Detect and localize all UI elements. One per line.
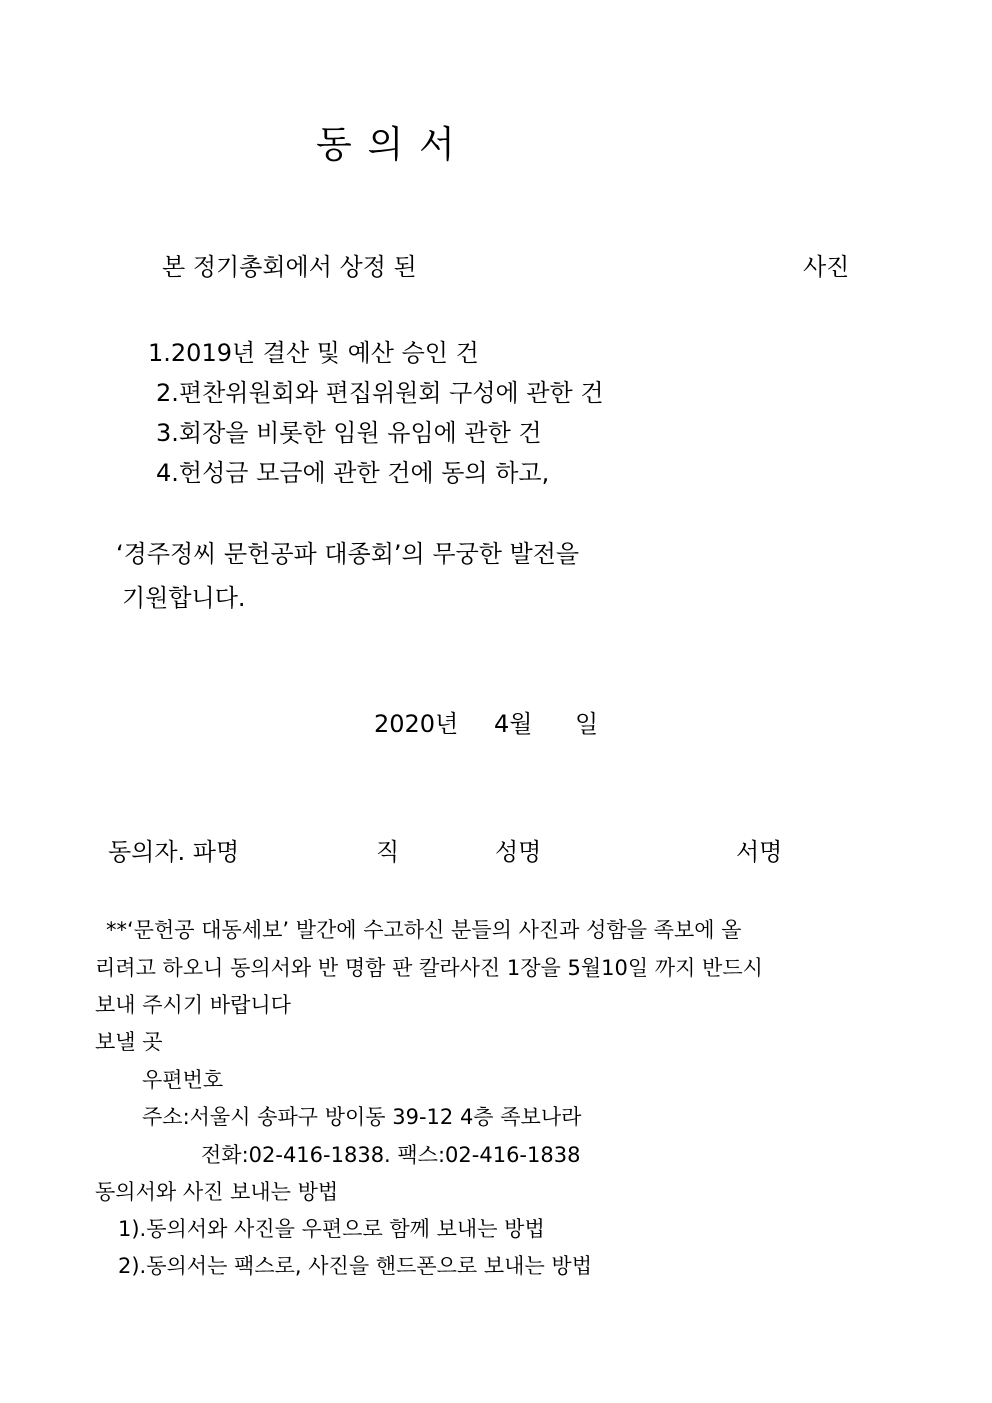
document-title: 동 의 서: [316, 123, 457, 166]
signature-consenter-label: 동의자. 파명: [108, 838, 240, 866]
send-to-phone: 전화:02-416-1838. 팩스:02-416-1838: [201, 1143, 581, 1167]
agenda-item-1: 1.2019년 결산 및 예산 승인 건: [148, 339, 479, 367]
send-to-heading: 보낼 곳: [95, 1030, 163, 1054]
agenda-item-3: 3.회장을 비롯한 임원 유임에 관한 건: [156, 419, 542, 447]
signature-name-label: 성명: [495, 838, 542, 866]
send-to-address: 주소:서울시 송파구 방이동 39-12 4층 족보나라: [142, 1105, 582, 1129]
signature-position-label: 직: [376, 838, 400, 866]
method-item-2: 2).동의서는 팩스로, 사진을 핸드폰으로 보내는 방법: [118, 1254, 592, 1278]
notice-line-1: **‘문헌공 대동세보’ 발간에 수고하신 분들의 사진과 성함을 족보에 올: [106, 918, 742, 942]
date-month: 4월: [494, 710, 533, 738]
notice-line-2: 리려고 하오니 동의서와 반 명함 판 칼라사진 1장을 5월10일 까지 반드시: [95, 956, 763, 980]
agenda-item-4: 4.헌성금 모금에 관한 건에 동의 하고,: [156, 459, 550, 487]
signature-sign-label: 서명: [736, 838, 783, 866]
methods-heading: 동의서와 사진 보내는 방법: [95, 1180, 339, 1204]
date-year: 2020년: [374, 710, 459, 738]
agenda-item-2: 2.편찬위원회와 편집위원회 구성에 관한 건: [156, 379, 604, 407]
wish-line-1: ‘경주정씨 문헌공파 대종회’의 무궁한 발전을: [116, 540, 580, 568]
method-item-1: 1).동의서와 사진을 우편으로 함께 보내는 방법: [118, 1217, 545, 1241]
date-day: 일: [575, 710, 599, 738]
intro-text: 본 정기총회에서 상정 된: [162, 253, 417, 281]
wish-line-2: 기원합니다.: [122, 584, 246, 612]
notice-line-3: 보내 주시기 바랍니다: [95, 993, 291, 1017]
send-to-postal: 우편번호: [142, 1068, 224, 1092]
photo-label: 사진: [803, 253, 850, 281]
